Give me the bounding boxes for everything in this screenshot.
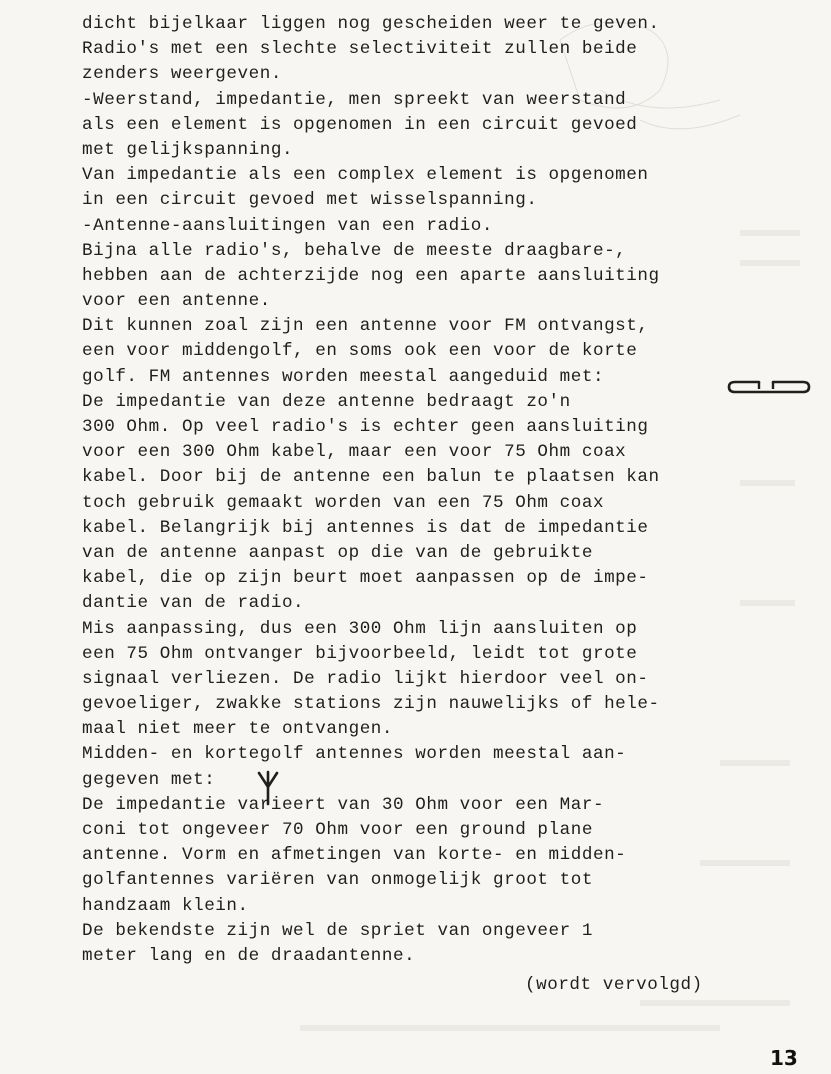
text-line: handzaam klein. (82, 895, 249, 916)
text-line: kabel. Door bij de antenne een balun te plaatsen kan (82, 467, 660, 488)
text-line: maal niet meer te ontvangen. (82, 719, 394, 740)
text-line: coni tot ongeveer 70 Ohm voor een ground plane (82, 820, 593, 840)
text-line: gegeven met: (82, 769, 216, 790)
text-line: kabel, die op zijn beurt moet aanpassen op de impe- (82, 568, 649, 589)
page-number: 13 (770, 1046, 798, 1070)
text-line: voor een 300 Ohm kabel, maar een voor 75 Ohm coax (82, 442, 627, 463)
text-line: Midden- en kortegolf antennes worden meestal aan- (82, 744, 627, 765)
text-line: Van impedantie als een complex element is opgenomen (82, 165, 649, 186)
antenna-icon (256, 770, 280, 806)
text-line: Mis aanpassing, dus een 300 Ohm lijn aansluiten op (82, 618, 638, 639)
text-line: Radio's met een slechte selectiviteit zullen beide (82, 39, 638, 60)
text-line: kabel. Belangrijk bij antennes is dat de impedantie (82, 517, 649, 538)
text-line: zenders weergeven. (82, 64, 282, 85)
continued-note: (wordt vervolgd) (525, 975, 703, 995)
text-line: golf. FM antennes worden meestal aangeduid met: (82, 366, 605, 387)
text-line: gevoeliger, zwakke stations zijn nauwelijks of hele- (82, 694, 660, 715)
text-line: een voor middengolf, en soms ook een voor de korte (82, 341, 638, 362)
text-line: -Antenne-aansluitingen van een radio. (82, 215, 493, 236)
text-line: -Weerstand, impedantie, men spreekt van weerstand (82, 89, 627, 110)
text-line: voor een antenne. (82, 291, 271, 312)
text-line: Bijna alle radio's, behalve de meeste draagbare-, (82, 240, 627, 261)
folded-dipole-icon (727, 375, 811, 397)
text-line: meter lang en de draadantenne. (82, 945, 416, 966)
text-line: golfantennes variëren van onmogelijk groot tot (82, 870, 593, 891)
text-line: dicht bijelkaar liggen nog gescheiden weer te geven. (82, 14, 660, 34)
text-line: in een circuit gevoed met wisselspanning. (82, 190, 538, 211)
text-line: een 75 Ohm ontvanger bijvoorbeeld, leidt tot grote (82, 643, 638, 664)
text-line: antenne. Vorm en afmetingen van korte- en midden- (82, 845, 627, 866)
text-line: De bekendste zijn wel de spriet van ongeveer 1 (82, 920, 593, 941)
body-text (82, 12, 802, 969)
text-line: dantie van de radio. (82, 593, 305, 614)
text-line: Dit kunnen zoal zijn een antenne voor FM ontvangst, (82, 316, 649, 337)
text-line: met gelijkspanning. (82, 139, 294, 160)
text-line: als een element is opgenomen in een circuit gevoed (82, 114, 638, 135)
text-line: De impedantie van deze antenne bedraagt zo'n (82, 391, 571, 412)
text-line: signaal verliezen. De radio lijkt hierdoor veel on- (82, 668, 649, 689)
text-line: toch gebruik gemaakt worden van een 75 Ohm coax (82, 492, 605, 513)
text-line: De impedantie varieert van 30 Ohm voor een Mar- (82, 794, 605, 815)
text-line: hebben aan de achterzijde nog een aparte aansluiting (82, 265, 660, 286)
text-line: 300 Ohm. Op veel radio's is echter geen aansluiting (82, 417, 649, 437)
text-line: van de antenne aanpast op die van de gebruikte (82, 542, 593, 563)
